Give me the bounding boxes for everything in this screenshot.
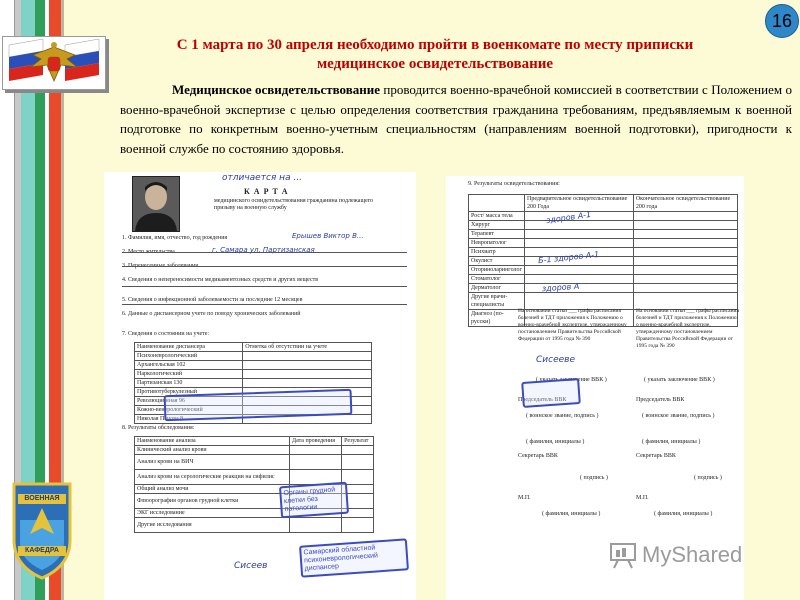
slide-title [115, 36, 755, 74]
body-paragraph [120, 80, 792, 158]
table-row [135, 446, 374, 455]
table-cell: Окулист [469, 257, 525, 266]
basis-text-left: На основании статьи ___ графы расписания болезней и ТДТ приложения к Положению о военно-врачебной экспертизе, утвержденному постановлением Правительства Российской Федерации от 1995 года № 390 [518, 308, 627, 342]
table-cell: Противотуберкулезный [135, 388, 243, 397]
table-cell: Общий анализ мочи [135, 485, 290, 494]
secretary-left: Секретарь ВВК [518, 453, 558, 459]
card-heading: К А Р Т А [244, 187, 289, 196]
field-4: 4. Сведения о непереносимости медикаментозных средств и других веществ [122, 277, 319, 283]
rank-sign-left: ( воинское звание, подпись ) [526, 413, 599, 419]
table-cell: Терапевт [469, 230, 525, 239]
table-row [469, 248, 738, 257]
rank-sign-right: ( воинское звание, подпись ) [642, 413, 715, 419]
field-6: 6. Данные о диспансерном учете по поводу хронических заболеваний [122, 311, 301, 317]
table-cell: Анализ крови на серологические реакции на сифилис [135, 470, 290, 485]
results-heading: 9. Результаты освидетельствования: [468, 181, 560, 187]
table-cell: Диагноз (по-русски) [469, 310, 525, 327]
table-row [469, 293, 738, 310]
handwritten-entries: здоров А-1 [545, 209, 592, 226]
names-right: ( фамилия, инициалы ) [642, 439, 701, 445]
table-cell: ЭКГ исследование [135, 509, 290, 518]
field-3: 3. Перенесенные заболевания [122, 263, 198, 269]
handwritten-name: Ерышев Виктор В... [292, 232, 364, 240]
slide-title-line2: медицинское освидетельствование [316, 56, 554, 72]
table-row [135, 370, 372, 379]
table-cell: Анализ крови на ВИЧ [135, 455, 290, 470]
watermark-logo [608, 538, 768, 572]
emblem-label-bottom: КАФЕДРА [25, 547, 59, 554]
stamp-commission [521, 378, 581, 408]
names-right-2: ( фамилия, инициалы ) [654, 511, 713, 517]
stamp-chest-xray: Органы грудной клетки без патологии [279, 482, 349, 519]
table-cell: Архангельская 102 [135, 361, 243, 370]
table-cell: Психиатр [469, 248, 525, 257]
field-5: 5. Сведения о инфекционной заболеваемости за последние 12 месяцев [122, 297, 303, 303]
table-header-cell: Дата проведения [290, 437, 342, 446]
watermark-text: MyShared [642, 542, 743, 567]
table-cell: Клинический анализ крови [135, 446, 290, 455]
handwritten-note: отличается на ... [222, 173, 303, 183]
table-cell: Кожно-венерологический [135, 406, 243, 415]
table-cell: Рост/ масса тела [469, 212, 525, 221]
table-cell: Дерматолог [469, 284, 525, 293]
basis-text-right: На основании статьи ___ графы расписания болезней и ТДТ приложения к Положению о военно-врачебной экспертизе, утвержденному постановлением Правительства Российской Федерации от 1995 года № 390 [636, 308, 740, 349]
table-header-cell: Предварительное освидетельствование 200 Года [525, 195, 634, 212]
mp-left: М.П. [518, 495, 531, 501]
table-cell: Невропатолог [469, 239, 525, 248]
body-bold-term: Медицинское освидетельствование [172, 82, 380, 97]
table-cell: Партизанская 130 [135, 379, 243, 388]
medical-card-scan-right [446, 176, 744, 600]
table-cell: Стоматолог [469, 275, 525, 284]
names-left-2: ( фамилия, инициалы ) [542, 511, 601, 517]
table-cell: Революционная 96 [135, 397, 243, 406]
table-row [469, 230, 738, 239]
table-header-row [135, 343, 372, 352]
table-row [135, 361, 372, 370]
portrait-icon [133, 177, 179, 231]
field-2: 2. Место жительства [122, 249, 175, 255]
table-header-cell: Окончательное освидетельствование 200 года [633, 195, 737, 212]
eagle-flag-emblem [2, 36, 106, 90]
table-cell: Флюорография органов грудной клетки [135, 494, 290, 509]
field-7: 7. Сведения о состоянии на учете: [122, 331, 210, 337]
body-text-rest: проводится военно-врачебной комиссией в соответствии с Положением о военно-врачебной экспертизе с целью определения соответствия гражданина требованиям, предъявляемым к военной подготовке по конкретным военно-учетным специальностям (направлениям военной подготовки), пригодности к военной службе по состоянию здоровья. [120, 82, 792, 156]
table-row [469, 212, 738, 221]
table-cell: Наркологический [135, 370, 243, 379]
handwritten-signature: Сисеев [234, 561, 268, 571]
conclusion-left: ( указать заключение ВВК ) [536, 377, 607, 383]
applicant-photo [132, 176, 180, 232]
presentation-board-icon [608, 540, 638, 570]
signature-right: ( подпись ) [694, 475, 722, 481]
handwritten-entries: Б-1 здоров А-1 [537, 249, 600, 266]
eagle-emblem-icon [3, 37, 105, 89]
mp-right: М.П. [636, 495, 649, 501]
page-number-badge: 16 [765, 4, 799, 38]
table-cell: Другие врачи-специалисты [469, 293, 525, 310]
table-row [469, 221, 738, 230]
table-row [135, 455, 374, 470]
table-cell: Психоневрологический [135, 352, 243, 361]
table-header-cell: Наименование анализа [135, 437, 290, 446]
divider [122, 286, 407, 287]
divider [122, 252, 407, 253]
table-row [469, 257, 738, 266]
table-cell: Хирург [469, 221, 525, 230]
table-cell: Николая Панова 8 [135, 415, 243, 424]
divider [122, 304, 407, 305]
table-header-cell: Результат [342, 437, 374, 446]
handwritten-address: г. Самара ул. Партизанская [212, 246, 315, 254]
field-1: 1. Фамилия, имя, отчество, год рождения [122, 235, 228, 241]
table-row [135, 518, 374, 533]
secretary-right: Секретарь ВВК [636, 453, 676, 459]
signature-left: ( подпись ) [580, 475, 608, 481]
table-row [135, 352, 372, 361]
divider [122, 266, 407, 267]
table-header-row [135, 437, 374, 446]
table-header-cell: Отметка об отсутствии на учете [243, 343, 372, 352]
table-row [469, 275, 738, 284]
stamp-dispensary: Самарский областной психоневрологический диспансер [299, 538, 409, 577]
emblem-label-top: ВОЕННАЯ [24, 495, 60, 502]
table-header-row [469, 195, 738, 212]
table-row [469, 239, 738, 248]
table-cell: Оториноларинголог [469, 266, 525, 275]
field-8: 8. Результаты обследования: [122, 425, 195, 431]
conclusion-right: ( указать заключение ВВК ) [644, 377, 715, 383]
table-row [135, 379, 372, 388]
names-left: ( фамилия, инициалы ) [526, 439, 585, 445]
chairman-left: Председатель ВВК [518, 397, 567, 403]
medical-card-scan-left [104, 172, 416, 600]
table-row [469, 284, 738, 293]
handwritten-entries: здоров А [541, 281, 580, 294]
handwritten-signature: Сисееве [536, 355, 575, 365]
chairman-right: Председатель ВВК [636, 397, 685, 403]
table-row [469, 266, 738, 275]
military-department-emblem [10, 480, 74, 580]
table-cell: Другие исследования [135, 518, 290, 533]
table-header-cell: Наименование диспансера [135, 343, 243, 352]
slide-title-line1: С 1 марта по 30 апреля необходимо пройти в военкомате по месту приписки [176, 37, 694, 53]
card-subheading: медицинского освидетельствования гражданина подлежащего призыву на военную службу [214, 198, 374, 211]
